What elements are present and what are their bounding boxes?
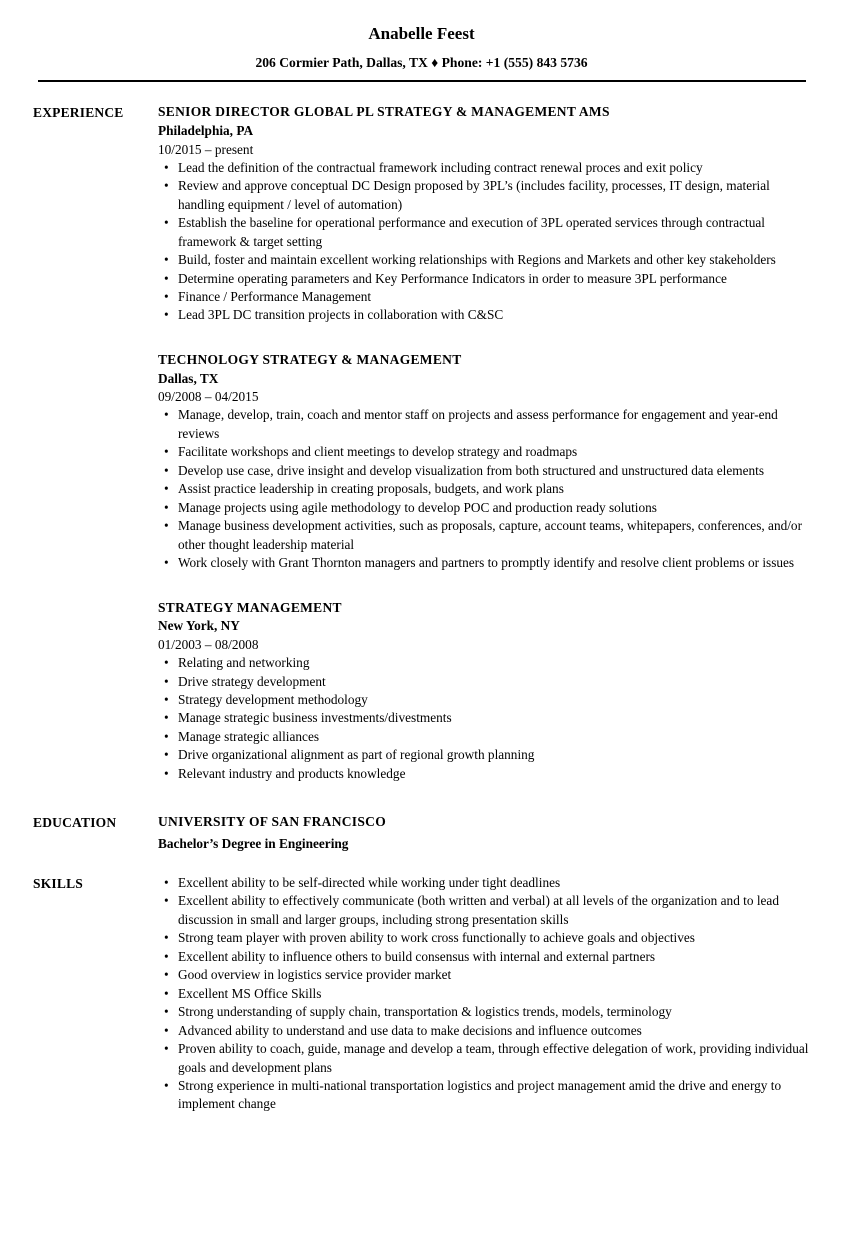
job-bullet-list — [158, 406, 810, 572]
bullet-item: • Excellent ability to effectively communicate (both written and verbal) at all levels of the organization and to lead discussion in small and larger groups, including strong presentation skills — [158, 892, 810, 929]
bullet-item: • Strong experience in multi-national transportation logistics and project management amid the drive and energy to implement change — [158, 1077, 810, 1114]
bullet-item: • Manage, develop, train, coach and mentor staff on projects and assess performance for engagement and year-end reviews — [158, 406, 810, 443]
bullet-item: • Manage strategic alliances — [158, 728, 810, 746]
job-title: SENIOR DIRECTOR GLOBAL PL STRATEGY & MANAGEMENT AMS — [158, 104, 610, 120]
bullet-item: • Work closely with Grant Thornton managers and partners to promptly identify and resolve client problems or issues — [158, 554, 810, 572]
skills-content — [158, 874, 810, 1114]
skills-bullet-list — [158, 874, 810, 1114]
job-dates: 10/2015 – present — [158, 141, 254, 157]
bullet-item: • Good overview in logistics service provider market — [158, 966, 810, 984]
bullet-item: • Manage business development activities, such as proposals, capture, account teams, whitepapers, conferences, and/or other thought leadership material — [158, 517, 810, 554]
bullet-item: • Finance / Performance Management — [158, 288, 810, 306]
section-skills — [33, 874, 810, 1114]
job-location: New York, NY — [158, 618, 240, 634]
bullet-item: • Excellent ability to influence others to build consensus with internal and external partners — [158, 948, 810, 966]
education-content — [158, 813, 810, 854]
bullet-item: • Establish the baseline for operational performance and execution of 3PL operated services through contractual framework & target setting — [158, 214, 810, 251]
bullet-item: • Excellent ability to be self-directed while working under tight deadlines — [158, 874, 810, 892]
education-school: UNIVERSITY OF SAN FRANCISCO — [158, 814, 387, 830]
bullet-item: • Advanced ability to understand and use data to make decisions and influence outcomes — [158, 1022, 810, 1040]
person-name: Anabelle Feest — [368, 24, 475, 43]
bullet-item: • Assist practice leadership in creating proposals, budgets, and work plans — [158, 480, 810, 498]
job-entry-2 — [158, 351, 810, 573]
contact-line: 206 Cormier Path, Dallas, TX ♦ Phone: +1 (555) 843 5736 — [255, 55, 588, 71]
job-bullet-list — [158, 159, 810, 325]
bullet-item: • Drive organizational alignment as part of regional growth planning — [158, 746, 810, 764]
job-title: STRATEGY MANAGEMENT — [158, 599, 342, 615]
job-title: TECHNOLOGY STRATEGY & MANAGEMENT — [158, 351, 462, 367]
section-label-experience: EXPERIENCE — [33, 105, 124, 121]
bullet-item: • Strong team player with proven ability to work cross functionally to achieve goals and objectives — [158, 929, 810, 947]
job-entry-1 — [158, 103, 810, 325]
bullet-item: • Manage projects using agile methodology to develop POC and production ready solutions — [158, 499, 810, 517]
job-dates: 01/2003 – 08/2008 — [158, 637, 259, 653]
bullet-item: • Relevant industry and products knowledge — [158, 765, 810, 783]
bullet-item: • Lead 3PL DC transition projects in collaboration with C&SC — [158, 306, 810, 324]
bullet-item: • Strong understanding of supply chain, transportation & logistics trends, models, terminology — [158, 1003, 810, 1021]
bullet-item: • Strategy development methodology — [158, 691, 810, 709]
job-bullet-list — [158, 654, 810, 783]
bullet-item: • Relating and networking — [158, 654, 810, 672]
bullet-item: • Drive strategy development — [158, 673, 810, 691]
bullet-item: • Develop use case, drive insight and develop visualization from both structured and unstructured data elements — [158, 462, 810, 480]
bullet-item: • Facilitate workshops and client meetings to develop strategy and roadmaps — [158, 443, 810, 461]
section-education — [33, 813, 810, 854]
resume-header — [33, 24, 810, 82]
education-degree: Bachelor’s Degree in Engineering — [158, 836, 349, 852]
bullet-item: • Determine operating parameters and Key Performance Indicators in order to measure 3PL performance — [158, 270, 810, 288]
bullet-item: • Build, foster and maintain excellent working relationships with Regions and Markets and other key stakeholders — [158, 251, 810, 269]
section-experience — [33, 103, 810, 783]
bullet-item: • Review and approve conceptual DC Design proposed by 3PL’s (includes facility, processes, IT design, material handling equipment / level of automation) — [158, 177, 810, 214]
job-location: Dallas, TX — [158, 370, 219, 386]
bullet-item: • Manage strategic business investments/divestments — [158, 709, 810, 727]
bullet-item: • Excellent MS Office Skills — [158, 985, 810, 1003]
job-dates: 09/2008 – 04/2015 — [158, 389, 259, 405]
experience-content — [158, 103, 810, 783]
section-label-education: EDUCATION — [33, 815, 117, 831]
bullet-item: • Proven ability to coach, guide, manage and develop a team, through effective delegation of work, providing individual goals and development plans — [158, 1040, 810, 1077]
job-location: Philadelphia, PA — [158, 123, 254, 139]
section-label-skills: SKILLS — [33, 875, 83, 891]
job-entry-3 — [158, 599, 810, 784]
header-divider — [38, 80, 806, 82]
bullet-item: • Lead the definition of the contractual framework including contract renewal proces and exit policy — [158, 159, 810, 177]
